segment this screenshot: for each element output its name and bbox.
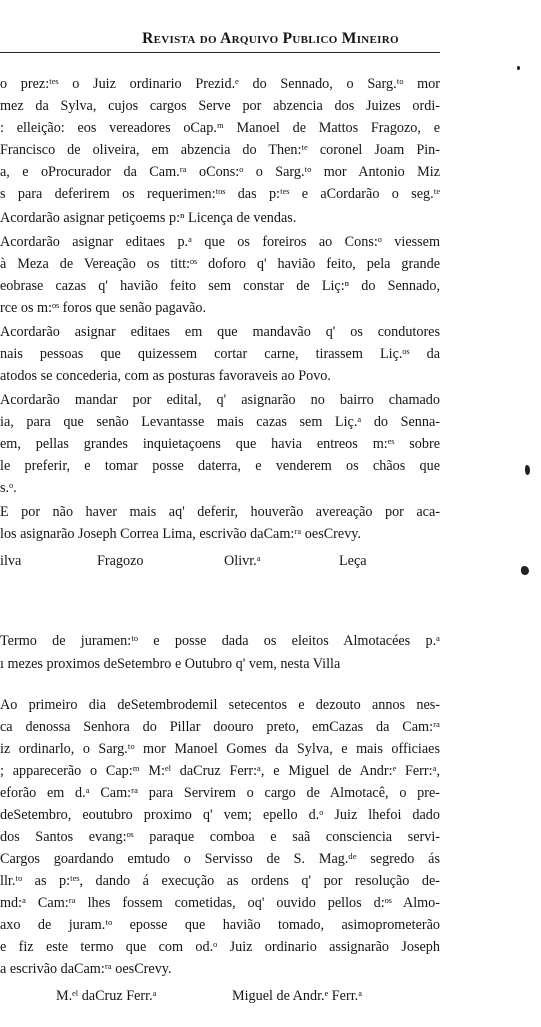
text-line: e fiz este termo que com od.ᵒ Juiz ordinario assignarão Joseph — [0, 939, 440, 955]
text-line: à Meza de Vereação os titt:ᵒˢ doforo q' havião feito, pela grande — [0, 256, 440, 272]
text-line: ia, para que senão Levantasse mais cazas sem Liç.ᵃ do Senna- — [0, 414, 440, 430]
margin-speck — [525, 465, 530, 475]
signature: ilva — [0, 553, 22, 569]
signature: M.ᵉˡ daCruz Ferr.ᵃ — [56, 988, 157, 1004]
text-line: atodos se concederia, com as posturas favoraveis ao Povo. — [0, 368, 331, 384]
text-line: ı mezes proximos deSetembro e Outubro q' vem, nesta Villa — [0, 656, 341, 672]
text-line: a, e oProcurador da Cam.ʳᵃ oCons:ᵒ o Sarg.ᵗᵒ mor Antonio Miz — [0, 164, 440, 180]
text-line: deSetembro, eoutubro proximo q' vem; epello d.ᵒ Juiz lhefoi dado — [0, 807, 440, 823]
text-line: a escrivão daCam:ʳᵃ oesCrevy. — [0, 961, 172, 977]
text-line: s.ᵒ. — [0, 480, 17, 496]
running-header: Revista do Arquivo Publico Mineiro — [142, 30, 399, 47]
text-line: mez da Sylva, cujos cargos Serve por abzencia dos Juizes ordi- — [0, 98, 440, 114]
text-line: Acordarão asignar editaes em que mandavão q' os condutores — [0, 324, 440, 340]
text-line: llr.ᵗᵒ as p:ᵗᵉˢ, dando á execução as ordens q' por resolução de- — [0, 873, 440, 889]
text-line: nais pessoas que quizessem cortar carne, tirassem Liç.ᵒˢ da — [0, 346, 440, 362]
text-line: ca denossa Senhora do Pillar doouro preto, emCazas da Cam:ʳᵃ — [0, 719, 440, 735]
text-line: eforão em d.ᵃ Cam:ʳᵃ para Servirem o cargo de Almotacê, o pre- — [0, 785, 440, 801]
text-line: Termo de juramen:ᵗᵒ e posse dada os eleitos Almotacées p.ᵃ — [0, 633, 440, 649]
text-line: Ao primeiro dia deSetembrodemil setecentos e dezouto annos nes- — [0, 697, 440, 713]
text-line: o prez:ᵗᵉˢ o Juiz ordinario Prezid.ᵉ do Sennado, o Sarg.ᵗᵒ mor — [0, 76, 440, 92]
margin-speck — [521, 566, 529, 575]
text-line: Acordarão asignar petiçoems p:ⁿ Licença de vendas. — [0, 210, 297, 226]
text-line: : elleição: eos vereadores oCap.ᵐ Manoel de Mattos Fragozo, e — [0, 120, 440, 136]
text-line: s para deferirem os requerimen:ᵗᵒˢ das p:ᵗᵉˢ e aCordarão o seg.ᵗᵉ — [0, 186, 440, 202]
text-line: Acordarão asignar editaes p.ᵃ que os foreiros ao Cons:ᵒ viessem — [0, 234, 440, 250]
header-rule — [0, 52, 440, 53]
signature: Leça — [339, 553, 367, 569]
text-line: em, pellas grandes inquietaçoens que havia entreos m:ᵉˢ sobre — [0, 436, 440, 452]
text-line: Cargos goardando emtudo o Servisso de S. Mag.ᵈᵉ segredo ás — [0, 851, 440, 867]
text-line: md:ᵃ Cam:ʳᵃ lhes fossem cometidas, oq' ouvido pellos d:ᵒˢ Almo- — [0, 895, 440, 911]
text-line: eobrase cazas q' havião feito sem constar de Liç:ⁿ do Sennado, — [0, 278, 440, 294]
text-line: E por não haver mais aq' deferir, houverão avereação por aca- — [0, 504, 440, 520]
text-line: iz ordinarlo, o Sarg.ᵗᵒ mor Manoel Gomes da Sylva, e mais officiaes — [0, 741, 440, 757]
text-line: los asignarão Joseph Correa Lima, escrivão daCam:ʳᵃ oesCrevy. — [0, 526, 362, 542]
text-line: dos Santos evang:ᵒˢ paraque comboa e saã consciencia servi- — [0, 829, 440, 845]
text-line: Acordarão mandar por edital, q' asignarão no bairro chamado — [0, 392, 440, 408]
text-line: le preferir, e tomar posse daterra, e venderem os chãos que — [0, 458, 440, 474]
text-line: ; apparecerão o Cap:ᵐ M:ᵉˡ daCruz Ferr:ᵃ, e Miguel de Andr:ᵉ Ferr:ᵃ, — [0, 763, 440, 779]
signature: Miguel de Andr.ᵉ Ferr.ᵃ — [232, 988, 363, 1004]
margin-speck — [517, 66, 520, 70]
text-line: Francisco de oliveira, em abzencia do Then:ᵗᵉ coronel Joam Pin- — [0, 142, 440, 158]
text-line: axo de juram.ᵗᵒ eposse que havião tomado, asimoprometerão — [0, 917, 440, 933]
signature: Fragozo — [97, 553, 144, 569]
signature: Olivr.ᵃ — [224, 553, 261, 569]
text-line: rce os m:ᵒˢ foros que senão pagavão. — [0, 300, 207, 316]
